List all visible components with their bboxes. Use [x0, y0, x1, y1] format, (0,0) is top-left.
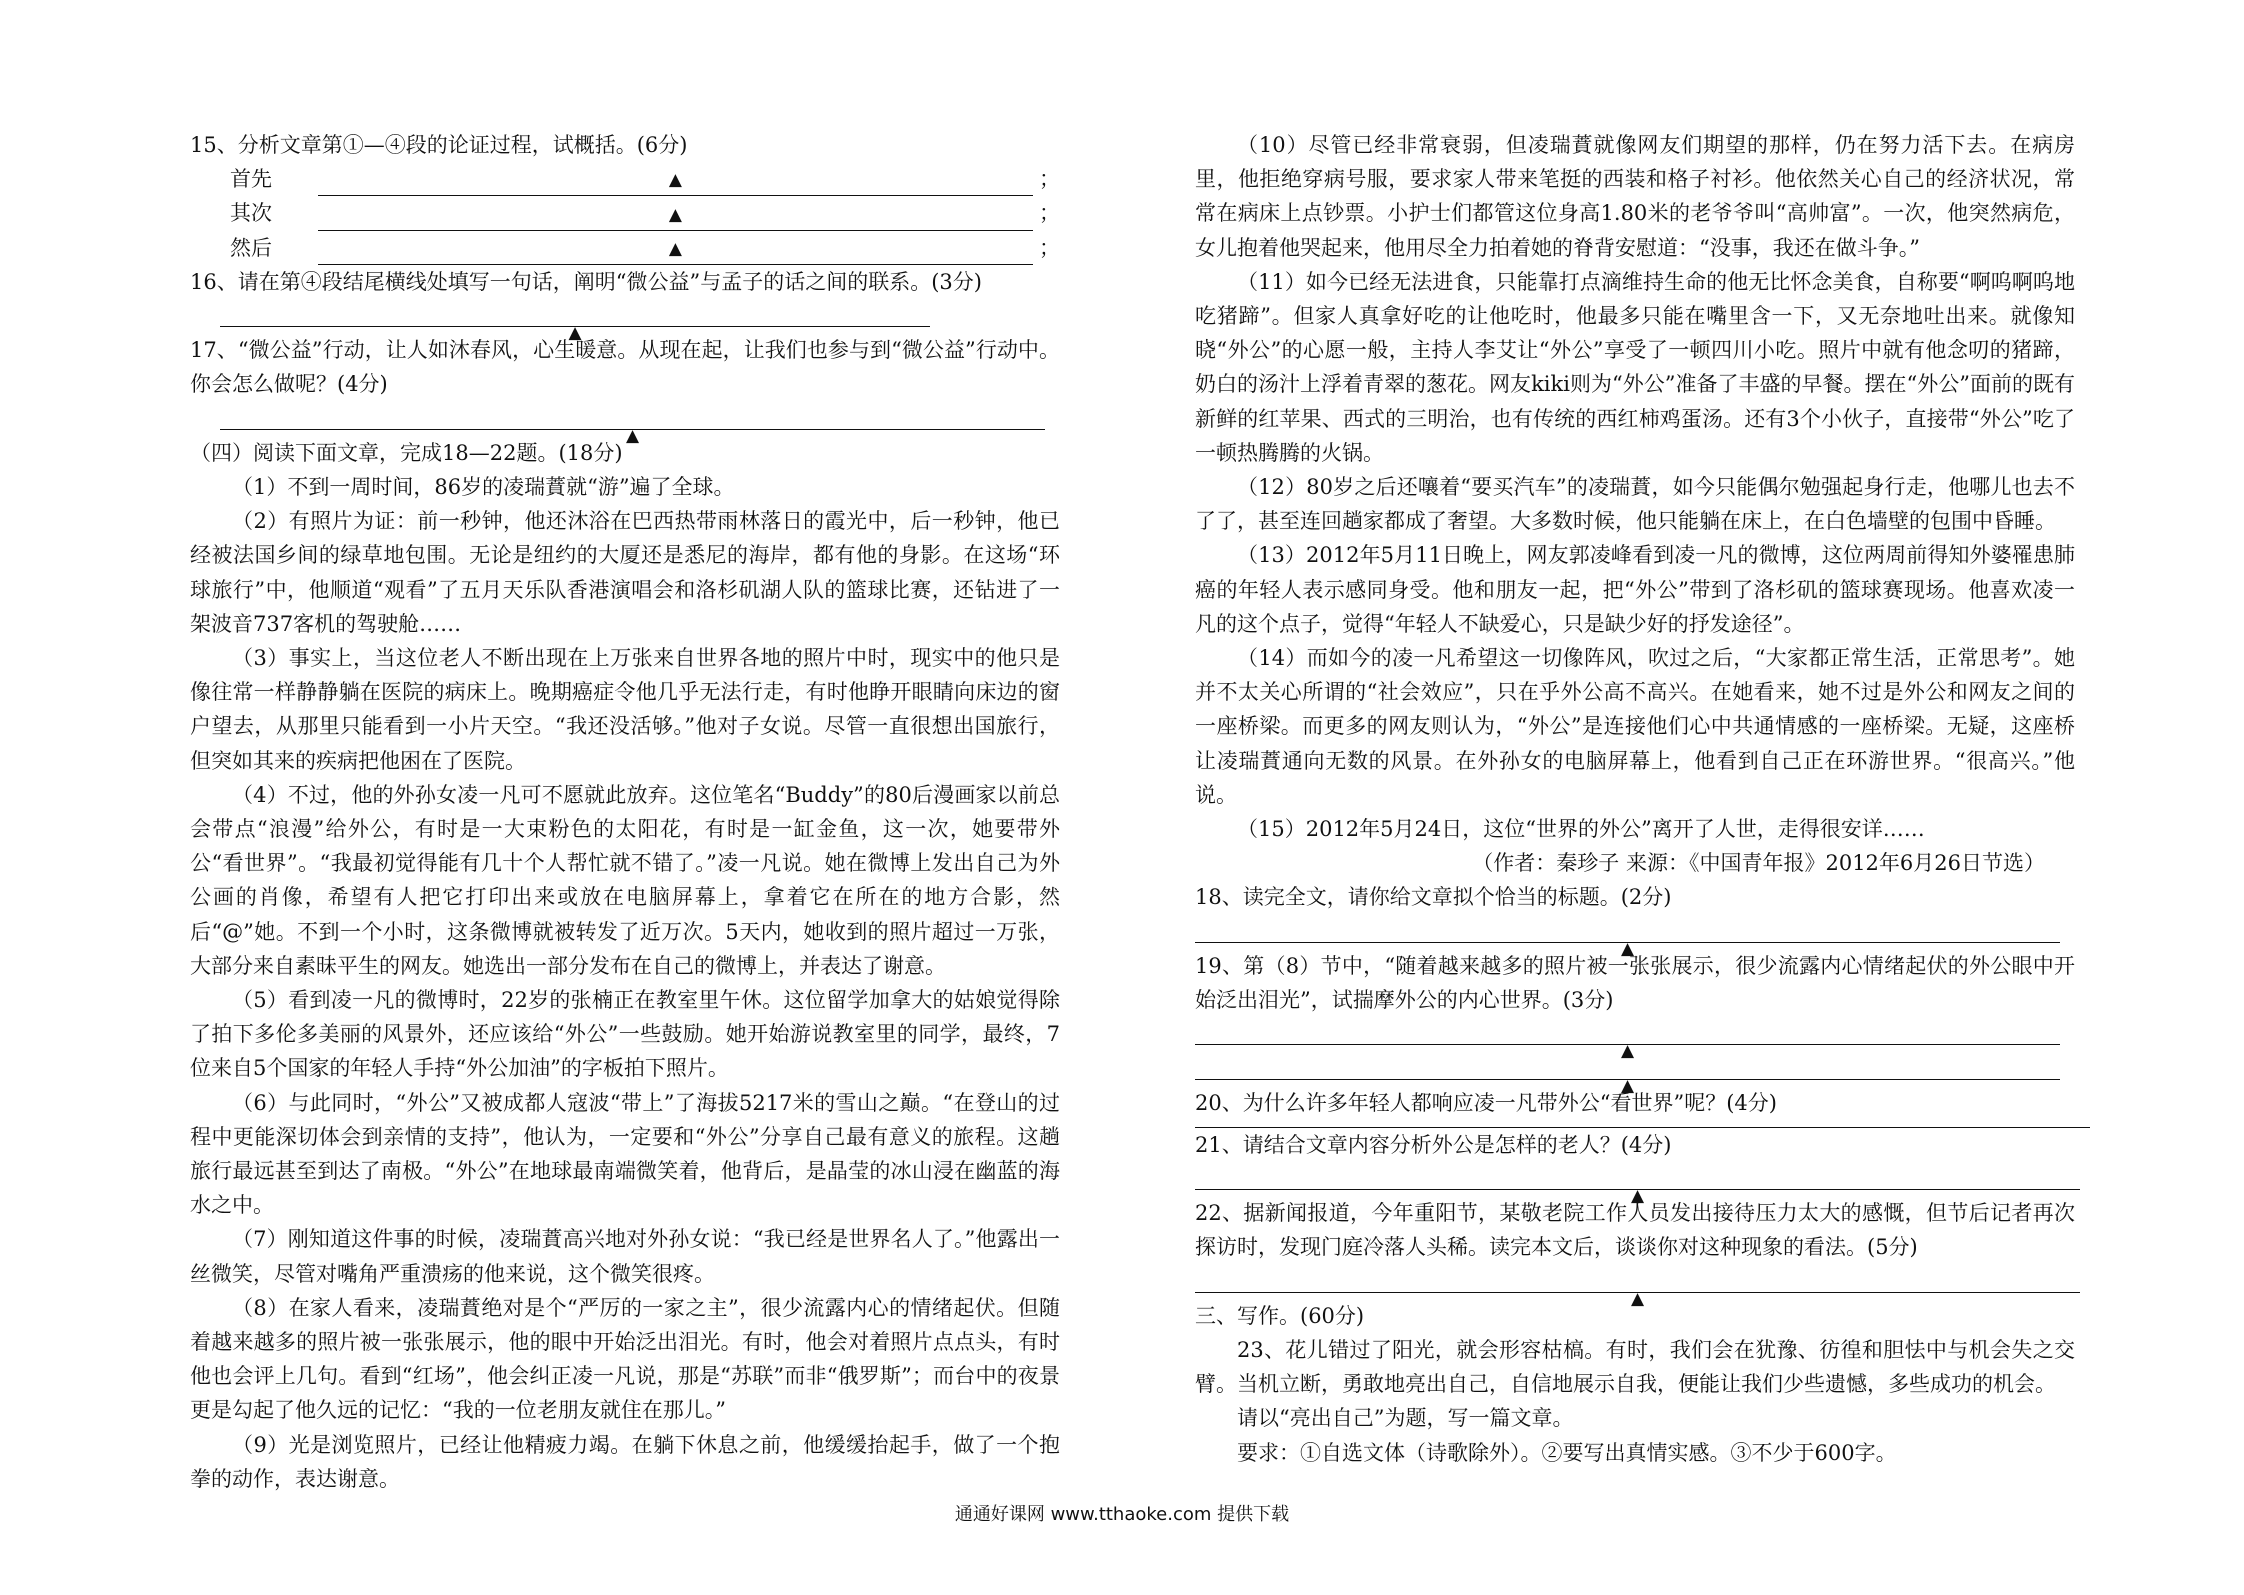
answer-line-21[interactable]	[1195, 1162, 2075, 1207]
question-19: 19、第（8）节中，“随着越来越多的照片被一张张展示，很少流露内心情绪起伏的外公眼中开始泛出泪光”，试揣摩外公的内心世界。(3分)	[1195, 953, 2075, 1013]
answer-line-then[interactable]: 然后 ▲ ；	[190, 231, 1060, 265]
answer-line-20[interactable]	[1195, 1120, 2075, 1128]
answer-line-19a[interactable]	[1195, 1017, 2075, 1062]
article-source: （作者：秦珍子 来源：《中国青年报》2012年6月26日节选）	[1472, 851, 2045, 876]
question-23: 23、花儿错过了阳光，就会形容枯槁。有时，我们会在犹豫、彷徨和胆怯中与机会失之交臂。当机立断，勇敢地亮出自己，自信地展示自我，便能让我们少些遗憾，多些成功的机会。	[1195, 1338, 2075, 1397]
paragraph-8: （8）在家人看来，凌瑞蕡绝对是个“严厉的一家之主”，很少流露内心的情绪起伏。但随着越来越多的照片被一张张展示，他的眼中开始泛出泪光。有时，他会对着照片点点头，有时他也会评上几句。看到“红场”，他会纠正凌一凡说，那是“苏联”而非“俄罗斯”；而台中的夜景更是勾起了他久远的记忆：“我的一位老朋友就住在那儿。”	[190, 1295, 1060, 1423]
question-21: 21、请结合文章内容分析外公是怎样的老人？(4分)	[1195, 1132, 1672, 1157]
paragraph-12: （12）80岁之后还嚷着“要买汽车”的凌瑞蕡，如今只能偶尔勉强起身行走，他哪儿也去不了了，甚至连回趟家都成了奢望。大多数时候，他只能躺在床上，在白色墙壁的包围中昏睡。	[1195, 475, 2075, 534]
paragraph-4: （4）不过，他的外孙女凌一凡可不愿就此放弃。这位笔名“Buddy”的80后漫画家以前总会带点“浪漫”给外公，有时是一大束粉色的太阳花，有时是一缸金鱼，这一次，她要带外公“看世界”。“我最初觉得能有几十个人帮忙就不错了。”凌一凡说。她在微博上发出自己为外公画的肖像，希望有人把它打印出来或放在电脑屏幕上，拿着它在所在的地方合影，然后“@”她。不到一个小时，这条微博就被转发了近万次。5天内，她收到的照片超过一万张，大部分来自素昧平生的网友。她选出一部分发布在自己的微博上，并表达了谢意。	[190, 782, 1060, 978]
triangle-marker: ▲	[1630, 1186, 1645, 1207]
triangle-marker: ▲	[1630, 1288, 1645, 1309]
paragraph-1: （1）不到一周时间，86岁的凌瑞蕡就“游”遍了全球。	[232, 474, 735, 499]
answer-line-19b[interactable]	[1195, 1051, 2075, 1096]
triangle-marker: ▲	[668, 204, 682, 225]
paragraph-9: （9）光是浏览照片，已经让他精疲力竭。在躺下休息之前，他缓缓抬起手，做了一个抱拳的动作，表达谢意。	[190, 1432, 1060, 1491]
paragraph-13: （13）2012年5月11日晚上，网友郭凌峰看到凌一凡的微博，这位两周前得知外婆罹患肺癌的年轻人表示感同身受。他和朋友一起，把“外公”带到了洛杉矶的篮球赛现场。他喜欢凌一凡的这个点子，觉得“年轻人不缺爱心，只是缺少好的抒发途径”。	[1195, 543, 2075, 636]
paragraph-6: （6）与此同时，“外公”又被成都人寇波“带上”了海拔5217米的雪山之巅。“在登山的过程中更能深切体会到亲情的支持”，他认为，一定要和“外公”分享自己最有意义的旅程。这趟旅行最远甚至到达了南极。“外公”在地球最南端微笑着，他背后，是晶莹的冰山浸在幽蓝的海水之中。	[190, 1090, 1060, 1218]
answer-line-second[interactable]: 其次 ▲ ；	[190, 196, 1060, 230]
paragraph-3: （3）事实上，当这位老人不断出现在上万张来自世界各地的照片中时，现实中的他只是像往常一样静静躺在医院的病床上。晚期癌症令他几乎无法行走，有时他睁开眼睛向床边的窗户望去，从那里只能看到一小片天空。“我还没活够。”他对子女说。尽管一直很想出国旅行，但突如其来的疾病把他困在了医院。	[190, 645, 1060, 773]
question-15: 15、分析文章第①—④段的论证过程，试概括。(6分)	[190, 133, 688, 157]
answer-line-first[interactable]: 首先 ▲ ；	[190, 162, 1060, 196]
question-18: 18、读完全文，请你给文章拟个恰当的标题。(2分)	[1195, 885, 1672, 910]
paragraph-2: （2）有照片为证：前一秒钟，他还沐浴在巴西热带雨林落日的霞光中，后一秒钟，他已经被法国乡间的绿草地包围。无论是纽约的大厦还是悉尼的海岸，都有他的身影。在这场“环球旅行”中，他顺道“观看”了五月天乐队香港演唱会和洛杉矶湖人队的篮球比赛，还钻进了一架波音737客机的驾驶舱……	[190, 509, 1060, 636]
right-column	[1195, 128, 2075, 1470]
section-4-heading: （四）阅读下面文章，完成18—22题。(18分)	[190, 440, 623, 465]
answer-line-17[interactable]	[190, 402, 1060, 446]
question-23-requirements: 要求：①自选文体（诗歌除外）。②要写出真情实感。③不少于600字。	[1237, 1440, 1897, 1465]
section-3-heading: 三、写作。(60分)	[1195, 1303, 1365, 1328]
answer-line-16[interactable]	[190, 299, 1060, 344]
label-first: 首先	[230, 167, 272, 192]
triangle-marker: ▲	[1620, 1075, 1635, 1096]
paragraph-11: （11）如今已经无法进食，只能靠打点滴维持生命的他无比怀念美食，自称要“啊呜啊呜地吃猪蹄”。但家人真拿好吃的让他吃时，他最多只能在嘴里含一下，又无奈地吐出来。就像知晓“外公”的心愿一般，主持人李艾让“外公”享受了一顿四川小吃。照片中就有他念叨的猪蹄，奶白的汤汁上浮着青翠的葱花。网友kiki则为“外公”准备了丰盛的早餐。摆在“外公”面前的既有新鲜的红苹果、西式的三明治，也有传统的西红柿鸡蛋汤。还有3个小伙子，直接带“外公”吃了一顿热腾腾的火锅。	[1195, 269, 2075, 465]
triangle-marker: ▲	[668, 238, 682, 259]
paragraph-5: （5）看到凌一凡的微博时，22岁的张楠正在教室里午休。这位留学加拿大的姑娘觉得除了拍下多伦多美丽的风景外，还应该给“外公”一些鼓励。她开始游说教室里的同学，最终，7位来自5个国家的年轻人手持“外公加油”的字板拍下照片。	[190, 988, 1060, 1081]
question-23-prompt: 请以“亮出自己”为题，写一篇文章。	[1237, 1406, 1574, 1431]
page-footer: 通通好课网 www.tthaoke.com 提供下载	[954, 1504, 1290, 1525]
question-22: 22、据新闻报道，今年重阳节，某敬老院工作人员发出接待压力太大的感慨，但节后记者再次探访时，发现门庭冷落人头稀。读完本文后，谈谈你对这种现象的看法。(5分)	[1195, 1201, 2075, 1260]
label-then: 然后	[230, 235, 272, 260]
triangle-marker: ▲	[568, 323, 582, 344]
answer-line-22[interactable]	[1195, 1265, 2075, 1309]
question-17: 17、“微公益”行动，让人如沐春风，心生暖意。从现在起，让我们也参与到“微公益”行动中。你会怎么做呢？(4分)	[190, 338, 1060, 397]
paragraph-15: （15）2012年5月24日，这位“世界的外公”离开了人世，走得很安详……	[1237, 817, 1925, 842]
triangle-marker: ▲	[625, 425, 640, 446]
triangle-marker: ▲	[1620, 938, 1635, 959]
question-20: 20、为什么许多年轻人都响应凌一凡带外公“看世界”呢？(4分)	[1195, 1090, 1777, 1115]
paragraph-7: （7）刚知道这件事的时候，凌瑞蕡高兴地对外孙女说：“我已经是世界名人了。”他露出一丝微笑，尽管对嘴角严重溃疡的他来说，这个微笑很疼。	[190, 1227, 1060, 1286]
triangle-marker: ▲	[668, 170, 682, 191]
left-column	[190, 128, 1060, 1496]
label-second: 其次	[230, 201, 272, 226]
question-16: 16、请在第④段结尾横线处填写一句话，阐明“微公益”与孟子的话之间的联系。(3分)	[190, 269, 982, 294]
paragraph-14: （14）而如今的凌一凡希望这一切像阵风，吹过之后，“大家都正常生活，正常思考”。她并不太关心所谓的“社会效应”，只在乎外公高不高兴。在她看来，她不过是外公和网友之间的一座桥梁。而更多的网友则认为，“外公”是连接他们心中共通情感的一座桥梁。无疑，这座桥让凌瑞蕡通向无数的风景。在外孙女的电脑屏幕上，他看到自己正在环游世界。“很高兴。”他说。	[1195, 646, 2075, 807]
triangle-marker: ▲	[1620, 1041, 1635, 1062]
paragraph-10: （10）尽管已经非常衰弱，但凌瑞蕡就像网友们期望的那样，仍在努力活下去。在病房里，他拒绝穿病号服，要求家人带来笔挺的西装和格子衬衫。他依然关心自己的经济状况，常常在病床上点钞票。小护士们都管这位身高1.80米的老爷爷叫“高帅富”。一次，他突然病危，女儿抱着他哭起来，他用尽全力拍着她的脊背安慰道：“没事，我还在做斗争。”	[1195, 133, 2075, 260]
answer-line-18[interactable]	[1195, 915, 2075, 959]
